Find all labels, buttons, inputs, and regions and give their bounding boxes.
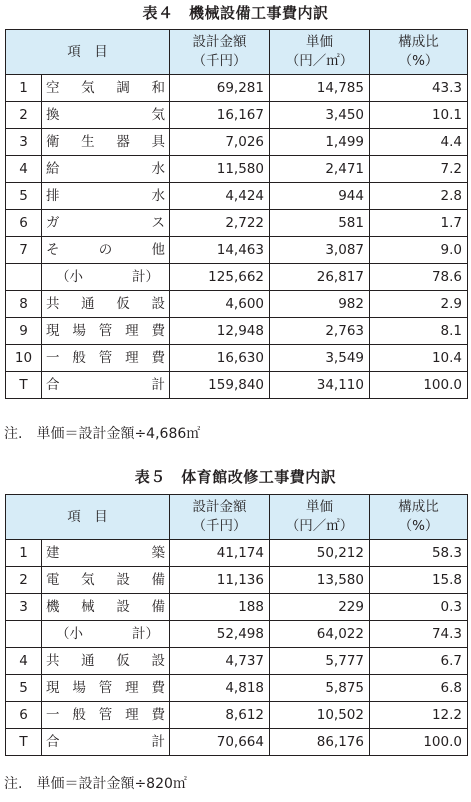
table-row — [6, 675, 468, 702]
ratio-cell: 100.0 — [370, 372, 468, 399]
item-name-cell — [42, 129, 170, 156]
ratio-cell: 1.7 — [370, 210, 468, 237]
row-number-cell: 5 — [6, 183, 42, 210]
item-name-label: 建 築 — [46, 545, 165, 561]
ratio-cell: 10.4 — [370, 345, 468, 372]
unit-price-cell: 86,176 — [270, 729, 370, 756]
item-name-cell — [42, 621, 170, 648]
table-row — [6, 621, 468, 648]
ratio-column-header: 構成比 （%） — [370, 30, 468, 75]
amount-cell: 52,498 — [170, 621, 270, 648]
ratio-cell: 2.9 — [370, 291, 468, 318]
amount-cell: 4,424 — [170, 183, 270, 210]
item-column-header: 項 目 — [6, 495, 170, 540]
table-5-note: 注. 単価＝設計金額÷820㎡ — [4, 776, 187, 792]
item-name-label: 給 水 — [46, 161, 165, 177]
unit-price-cell: 982 — [270, 291, 370, 318]
table-row — [6, 237, 468, 264]
ratio-cell: 12.2 — [370, 702, 468, 729]
item-name-cell — [42, 675, 170, 702]
item-name-cell — [42, 648, 170, 675]
amount-cell: 8,612 — [170, 702, 270, 729]
unit-price-cell: 14,785 — [270, 75, 370, 102]
unit-price-cell: 2,763 — [270, 318, 370, 345]
unit-price-cell: 10,502 — [270, 702, 370, 729]
row-number-cell: 8 — [6, 291, 42, 318]
ratio-column-header: 構成比 （%） — [370, 495, 468, 540]
item-name-cell — [42, 183, 170, 210]
item-name-label: 一般管理費 — [46, 350, 165, 366]
table-row — [6, 156, 468, 183]
item-name-label: 換 気 — [46, 107, 165, 123]
item-name-cell — [42, 318, 170, 345]
amount-cell: 16,630 — [170, 345, 270, 372]
item-name-cell — [42, 210, 170, 237]
amount-cell: 12,948 — [170, 318, 270, 345]
row-number-cell: T — [6, 729, 42, 756]
item-name-label: 排 水 — [46, 188, 165, 204]
amount-cell: 16,167 — [170, 102, 270, 129]
unit-price-cell: 26,817 — [270, 264, 370, 291]
item-name-cell — [42, 102, 170, 129]
gym-renovation-cost-table — [5, 494, 468, 756]
table-row — [6, 129, 468, 156]
amount-cell: 41,174 — [170, 540, 270, 567]
subtotal-label-open: （小 — [56, 269, 83, 285]
unit-price-cell: 229 — [270, 594, 370, 621]
unit-price-cell: 2,471 — [270, 156, 370, 183]
table-row — [6, 102, 468, 129]
amount-cell: 70,664 — [170, 729, 270, 756]
ratio-cell: 8.1 — [370, 318, 468, 345]
table-4-caption: 表４ 機械設備工事費内訳 — [142, 4, 329, 22]
table-row — [6, 729, 468, 756]
table-row — [6, 264, 468, 291]
ratio-cell: 74.3 — [370, 621, 468, 648]
amount-cell: 2,722 — [170, 210, 270, 237]
item-name-cell — [42, 291, 170, 318]
table-row — [6, 318, 468, 345]
unit-price-cell: 581 — [270, 210, 370, 237]
subtotal-label-open: （小 — [56, 626, 83, 642]
amount-cell: 11,580 — [170, 156, 270, 183]
row-number-cell — [6, 264, 42, 291]
row-number-cell: 1 — [6, 75, 42, 102]
amount-cell: 14,463 — [170, 237, 270, 264]
ratio-cell: 43.3 — [370, 75, 468, 102]
row-number-cell: 5 — [6, 675, 42, 702]
ratio-cell: 9.0 — [370, 237, 468, 264]
item-name-label: 一般管理費 — [46, 707, 165, 723]
item-name-label: 合 計 — [46, 377, 165, 393]
unit-price-cell: 3,549 — [270, 345, 370, 372]
row-number-cell: 3 — [6, 594, 42, 621]
amount-cell: 4,600 — [170, 291, 270, 318]
item-column-header: 項 目 — [6, 30, 170, 75]
ratio-cell: 4.4 — [370, 129, 468, 156]
ratio-cell: 100.0 — [370, 729, 468, 756]
amount-column-header: 設計金額 （千円） — [170, 30, 270, 75]
ratio-cell: 2.8 — [370, 183, 468, 210]
item-name-cell — [42, 75, 170, 102]
ratio-cell: 10.1 — [370, 102, 468, 129]
row-number-cell: 2 — [6, 102, 42, 129]
item-name-cell — [42, 594, 170, 621]
table-row — [6, 648, 468, 675]
table-row — [6, 345, 468, 372]
amount-cell: 159,840 — [170, 372, 270, 399]
machine-equipment-cost-table — [5, 29, 468, 399]
ratio-cell: 6.8 — [370, 675, 468, 702]
item-name-cell — [42, 372, 170, 399]
item-name-label: 共通仮設 — [46, 296, 165, 312]
item-name-label: そ の 他 — [46, 242, 165, 258]
table-row — [6, 210, 468, 237]
ratio-cell: 78.6 — [370, 264, 468, 291]
item-name-cell — [42, 540, 170, 567]
unit-price-cell: 944 — [270, 183, 370, 210]
item-name-label: 合 計 — [46, 734, 165, 750]
item-name-label: 現場管理費 — [46, 323, 165, 339]
row-number-cell: 1 — [6, 540, 42, 567]
row-number-cell: 3 — [6, 129, 42, 156]
item-name-label: 機械設備 — [46, 599, 165, 615]
row-number-cell — [6, 621, 42, 648]
unit-price-column-header: 単価 （円／㎡） — [270, 30, 370, 75]
amount-column-header: 設計金額 （千円） — [170, 495, 270, 540]
amount-cell: 7,026 — [170, 129, 270, 156]
table-row — [6, 183, 468, 210]
table-5-caption: 表５ 体育館改修工事費内訳 — [134, 468, 337, 486]
ratio-cell: 7.2 — [370, 156, 468, 183]
row-number-cell: T — [6, 372, 42, 399]
amount-cell: 4,737 — [170, 648, 270, 675]
item-name-cell — [42, 702, 170, 729]
item-name-cell — [42, 237, 170, 264]
row-number-cell: 6 — [6, 210, 42, 237]
item-name-label: 空気調和 — [46, 80, 165, 96]
ratio-cell: 15.8 — [370, 567, 468, 594]
amount-cell: 125,662 — [170, 264, 270, 291]
row-number-cell: 4 — [6, 156, 42, 183]
row-number-cell: 7 — [6, 237, 42, 264]
unit-price-cell: 50,212 — [270, 540, 370, 567]
table-row — [6, 567, 468, 594]
unit-price-cell: 13,580 — [270, 567, 370, 594]
item-name-label: 共通仮設 — [46, 653, 165, 669]
unit-price-cell: 3,450 — [270, 102, 370, 129]
ratio-cell: 0.3 — [370, 594, 468, 621]
unit-price-cell: 1,499 — [270, 129, 370, 156]
ratio-cell: 58.3 — [370, 540, 468, 567]
item-name-label: 電気設備 — [46, 572, 165, 588]
table-header-row — [6, 30, 468, 75]
subtotal-label-close: 計） — [132, 269, 159, 285]
table-row — [6, 594, 468, 621]
amount-cell: 11,136 — [170, 567, 270, 594]
item-name-cell — [42, 264, 170, 291]
unit-price-column-header: 単価 （円／㎡） — [270, 495, 370, 540]
amount-cell: 69,281 — [170, 75, 270, 102]
item-name-label: 衛生器具 — [46, 134, 165, 150]
item-name-cell — [42, 729, 170, 756]
unit-price-cell: 5,875 — [270, 675, 370, 702]
row-number-cell: 10 — [6, 345, 42, 372]
amount-cell: 4,818 — [170, 675, 270, 702]
unit-price-cell: 34,110 — [270, 372, 370, 399]
item-name-cell — [42, 156, 170, 183]
table-header-row — [6, 495, 468, 540]
row-number-cell: 6 — [6, 702, 42, 729]
unit-price-cell: 3,087 — [270, 237, 370, 264]
amount-cell: 188 — [170, 594, 270, 621]
ratio-cell: 6.7 — [370, 648, 468, 675]
item-name-cell — [42, 345, 170, 372]
row-number-cell: 9 — [6, 318, 42, 345]
table-4-note: 注. 単価＝設計金額÷4,686㎡ — [4, 426, 201, 442]
unit-price-cell: 64,022 — [270, 621, 370, 648]
table-row — [6, 702, 468, 729]
unit-price-cell: 5,777 — [270, 648, 370, 675]
item-name-label: 現場管理費 — [46, 680, 165, 696]
table-row — [6, 372, 468, 399]
table-row — [6, 291, 468, 318]
item-name-cell — [42, 567, 170, 594]
row-number-cell: 2 — [6, 567, 42, 594]
item-name-label: ガ ス — [46, 215, 165, 231]
subtotal-label-close: 計） — [132, 626, 159, 642]
table-row — [6, 75, 468, 102]
row-number-cell: 4 — [6, 648, 42, 675]
table-row — [6, 540, 468, 567]
